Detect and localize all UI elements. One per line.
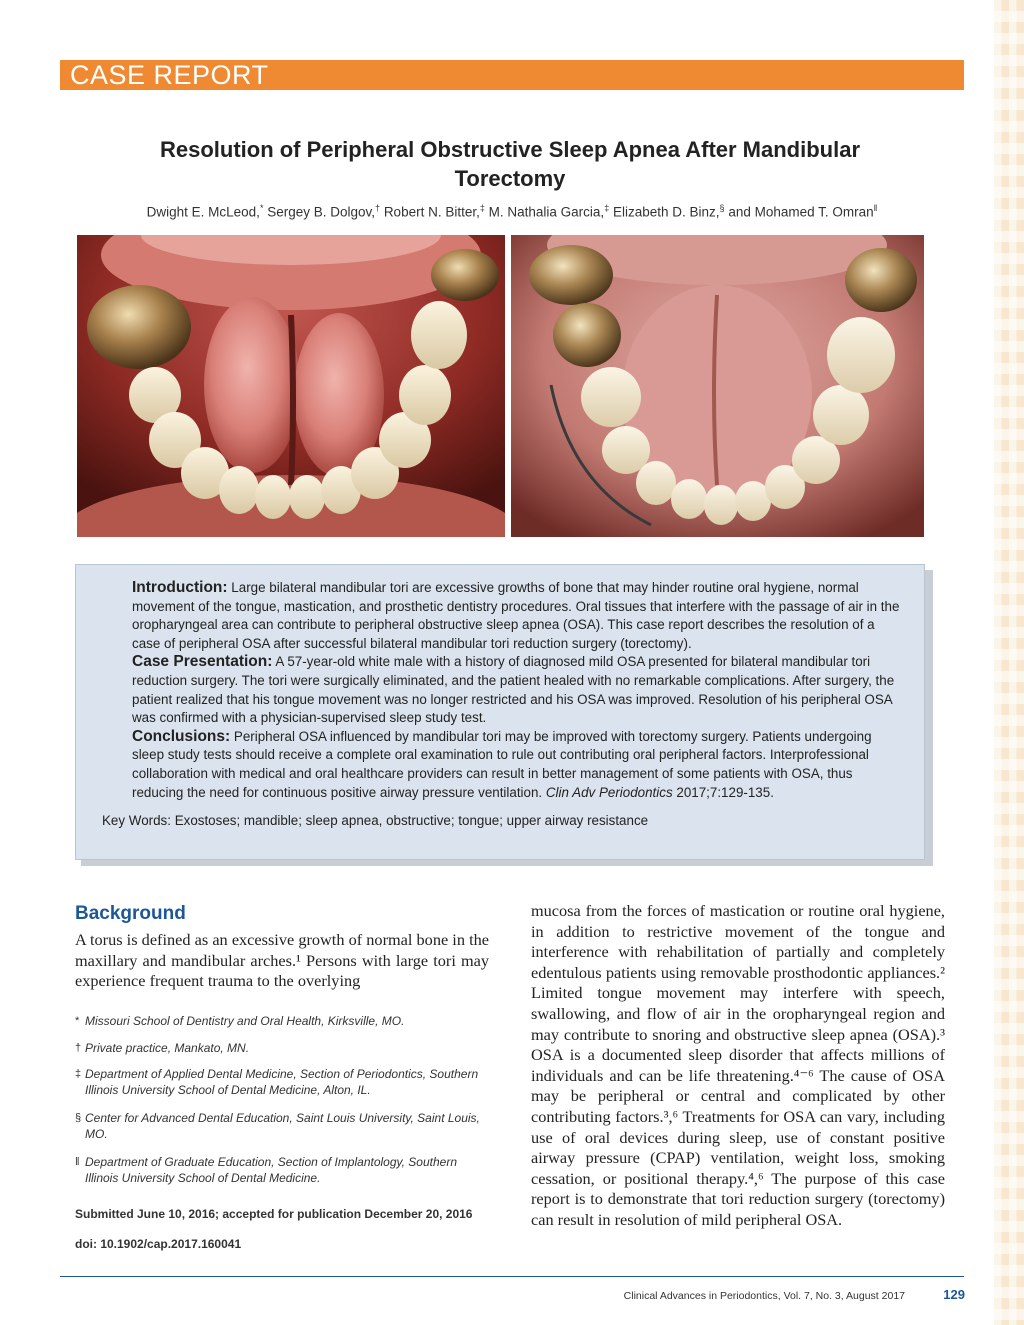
conclusions-heading: Conclusions: (132, 727, 231, 745)
abstract-case-presentation (102, 653, 902, 727)
footer-rule (60, 1276, 964, 1277)
author-name: and Mohamed T. Omran (728, 204, 874, 220)
background-text-right: mucosa from the forces of mastication or routine oral hygiene, in addition to restrictive movement of the tongue and interference with rehabilitation of partially and completely edentulous patients using removable prosthodontic appliances.² Limited tongue movement may interfere with speech, swallowing, and flow of air in the oropharyngeal region and may contribute to snoring and obstructive sleep apnea (OSA).³ OSA is a documented sleep disorder that affects millions of individuals and can be life threatening.⁴⁻⁶ The cause of OSA may be peripheral or central and complicated by other contributing factors.³,⁶ Treatments for OSA can vary, including use of oral devices during sleep, use of constant positive airway pressure (CPAP) ventilation, weight loss, smoking cessation, or positional therapy.⁴,⁶ The purpose of this case report is to demonstrate that tori reduction surgery (torectomy) can result in resolution of mild peripheral OSA. (531, 901, 945, 1229)
affiliation-text: Private practice, Mankato, MN. (85, 1041, 250, 1055)
affiliation-5 (75, 1154, 489, 1186)
author-list (60, 203, 964, 220)
affiliation-mark: ‖ (873, 203, 878, 213)
affiliation-mark: * (75, 1015, 80, 1027)
affiliation-text: Center for Advanced Dental Education, Saint Louis University, Saint Louis, MO. (85, 1111, 480, 1141)
postoperative-photo (511, 235, 924, 537)
preoperative-photo (77, 235, 505, 537)
author-name: Elizabeth D. Binz, (612, 204, 720, 220)
author-name: Dwight E. McLeod, (146, 204, 260, 220)
affiliation-text: Department of Applied Dental Medicine, Section of Periodontics, Southern Illinois University School of Dental Medicine, Alton, IL. (85, 1067, 479, 1097)
introduction-heading: Introduction: (132, 579, 228, 596)
citation-journal: Clin Adv Periodontics (545, 784, 673, 800)
affiliation-mark: § (75, 1112, 82, 1124)
background-heading: Background (75, 903, 186, 924)
article-title: Resolution of Peripheral Obstructive Sleep Apnea After Mandibular Torectomy (159, 137, 861, 191)
affiliation-text: Department of Graduate Education, Section of Implantology, Southern Illinois University School of Dental Medicine. (85, 1155, 457, 1185)
affiliation-mark: ‡ (75, 1068, 82, 1080)
decorative-edge-strip (994, 0, 1024, 1325)
affiliation-mark: ‡ (604, 203, 610, 213)
background-text-left: A torus is defined as an excessive growth of normal bone in the maxillary and mandibular arches.¹ Persons with large tori may experience frequent trauma to the overlying (75, 930, 489, 991)
abstract-conclusions (102, 728, 902, 802)
doi-link[interactable]: doi: 10.1902/cap.2017.160041 (75, 1237, 242, 1251)
affiliation-text: Missouri School of Dentistry and Oral Health, Kirksville, MO. (85, 1014, 405, 1028)
abstract-introduction (102, 579, 902, 653)
affiliation-mark: † (75, 1042, 82, 1054)
submission-dates: Submitted June 10, 2016; accepted for publication December 20, 2016 (75, 1207, 473, 1221)
case-presentation-text: A 57-year-old white male with a history of diagnosed mild OSA presented for bilateral mandibular tori reduction surgery. The tori were surgically eliminated, and the patient healed with no remarkable complications. After surgery, the patient realized that his tongue movement was no longer restricted and his OSA was improved. Resolution of his peripheral OSA was confirmed with a physician-supervised sleep study test. (132, 654, 895, 726)
keywords-text: : Exostoses; mandible; sleep apnea, obstructive; tongue; upper airway resistance (167, 813, 649, 829)
author-name: M. Nathalia Garcia, (488, 204, 605, 220)
affiliation-1 (75, 1013, 489, 1029)
case-presentation-heading: Case Presentation: (132, 653, 273, 671)
author-name: Sergey B. Dolgov, (267, 204, 376, 220)
affiliation-2 (75, 1040, 489, 1056)
abstract-box (75, 564, 925, 860)
affiliation-mark: ‡ (479, 203, 485, 213)
affiliation-4 (75, 1110, 489, 1142)
conclusions-text: Peripheral OSA influenced by mandibular tori may be improved with torectomy surgery. Patients undergoing sleep study tests should receive a complete oral examination to rule out contributing oral peripheral factors. Interprofessional collaboration with medical and oral healthcare providers can result in better management of some patients with OSA, thus reducing the need for continuous positive airway pressure ventilation. (132, 728, 872, 800)
affiliation-mark: ‖ (75, 1156, 80, 1168)
affiliation-mark: § (719, 203, 725, 213)
affiliation-mark: * (259, 203, 264, 213)
page-number: 129 (943, 1287, 965, 1302)
introduction-text: Large bilateral mandibular tori are excessive growths of bone that may hinder routine oral hygiene, normal movement of the tongue, mastication, and prosthetic dentistry procedures. Oral tissues that interfere with the passage of air in the oropharyngeal area can contribute to peripheral obstructive sleep apnea (OSA). This case report describes the resolution of a case of peripheral OSA after successful bilateral mandibular tori reduction surgery (torectomy). (132, 580, 900, 651)
section-banner: CASE REPORT (60, 60, 964, 90)
citation-details: 2017;7:129-135. (672, 784, 774, 800)
keywords (102, 812, 902, 831)
affiliation-3 (75, 1066, 489, 1098)
affiliation-mark: † (375, 203, 381, 213)
keywords-label: Key Words (102, 813, 168, 829)
author-name: Robert N. Bitter, (383, 204, 480, 220)
footer-journal: Clinical Advances in Periodontics, Vol. 7, No. 3, August 2017 (623, 1290, 905, 1302)
